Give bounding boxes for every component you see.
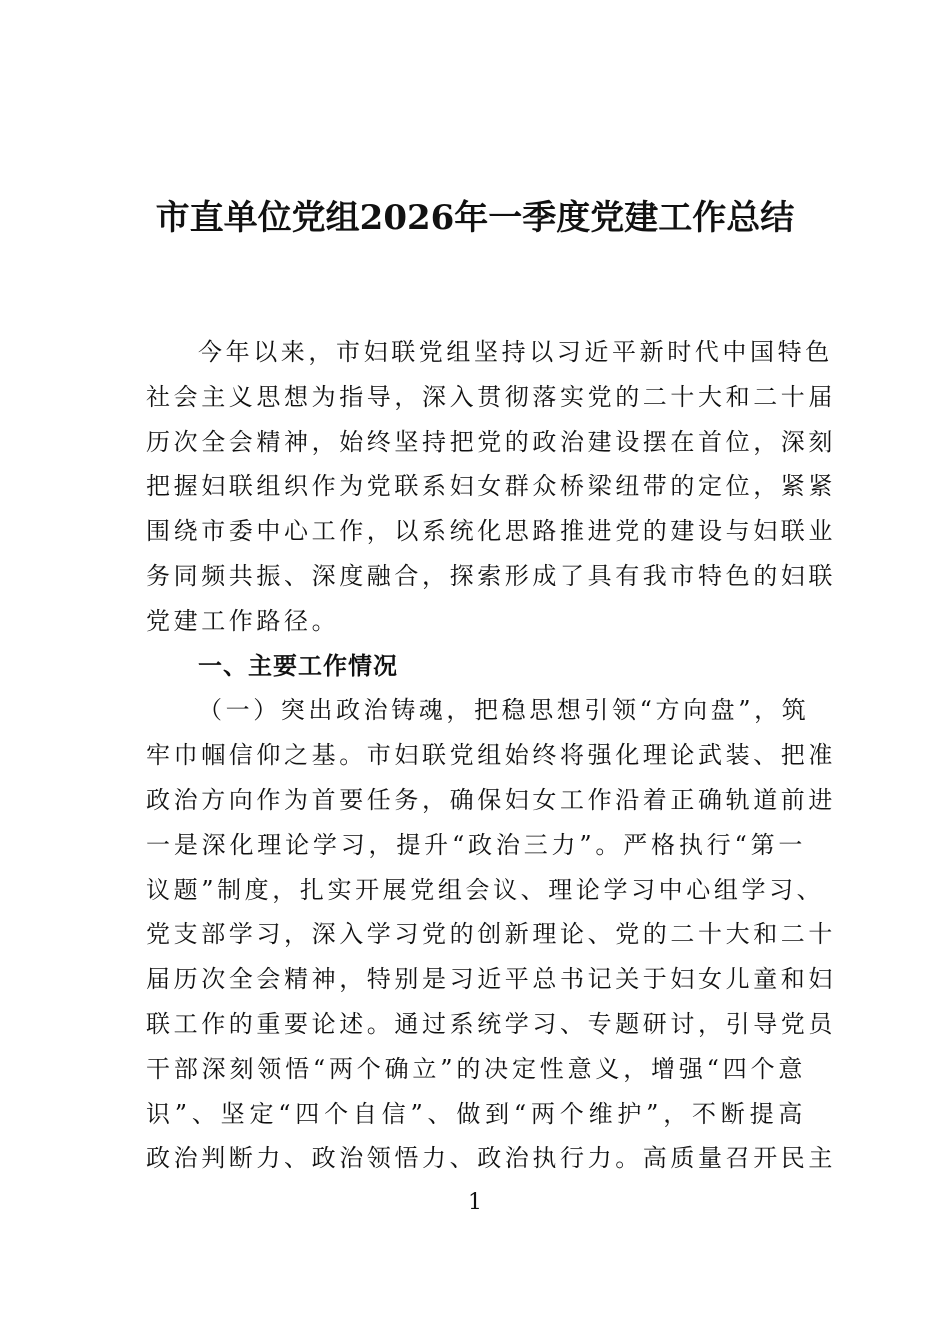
paragraph-line: 一是深化理论学习，提升“政治三力”。严格执行“第一 — [146, 830, 806, 859]
document-title: 市直单位党组2026年一季度党建工作总结 — [155, 198, 795, 238]
paragraph-line: 社会主义思想为指导，深入贯彻落实党的二十大和二十届 — [146, 382, 836, 411]
paragraph-line: 干部深刻领悟“两个确立”的决定性意义，增强“四个意 — [146, 1054, 806, 1083]
paragraph-line: 务同频共振、深度融合，探索形成了具有我市特色的妇联 — [146, 561, 836, 590]
paragraph-line: 党建工作路径。 — [146, 606, 340, 635]
paragraph-line: 历次全会精神，始终坚持把党的政治建设摆在首位，深刻 — [146, 427, 836, 456]
paragraph-line: 党支部学习，深入学习党的创新理论、党的二十大和二十 — [146, 920, 836, 949]
paragraph-line: 牢巾帼信仰之基。市妇联党组始终将强化理论武装、把准 — [146, 741, 836, 770]
paragraph-line: 届历次全会精神，特别是习近平总书记关于妇女儿童和妇 — [146, 965, 836, 994]
paragraph-line: 今年以来，市妇联党组坚持以习近平新时代中国特色 — [198, 338, 833, 366]
paragraph-line: 政治方向作为首要任务，确保妇女工作沿着正确轨道前进 — [146, 785, 836, 814]
paragraph-line: 议题”制度，扎实开展党组会议、理论学习中心组学习、 — [146, 875, 825, 904]
paragraph-line: 把握妇联组织作为党联系妇女群众桥梁纽带的定位，紧紧 — [146, 472, 836, 501]
paragraph-line: 联工作的重要论述。通过系统学习、专题研讨，引导党员 — [146, 1009, 836, 1038]
document-body — [146, 330, 836, 1181]
section-heading: 一、主要工作情况 — [198, 651, 398, 680]
paragraph-line: 识”、坚定“四个自信”、做到“两个维护”，不断提高 — [146, 1099, 806, 1128]
page-number: 1 — [468, 1190, 482, 1215]
paragraph-line: 政治判断力、政治领悟力、政治执行力。高质量召开民主 — [146, 1144, 836, 1173]
paragraph-line: （一）突出政治铸魂，把稳思想引领“方向盘”，筑 — [198, 696, 810, 725]
paragraph-line: 围绕市委中心工作，以系统化思路推进党的建设与妇联业 — [146, 517, 836, 546]
